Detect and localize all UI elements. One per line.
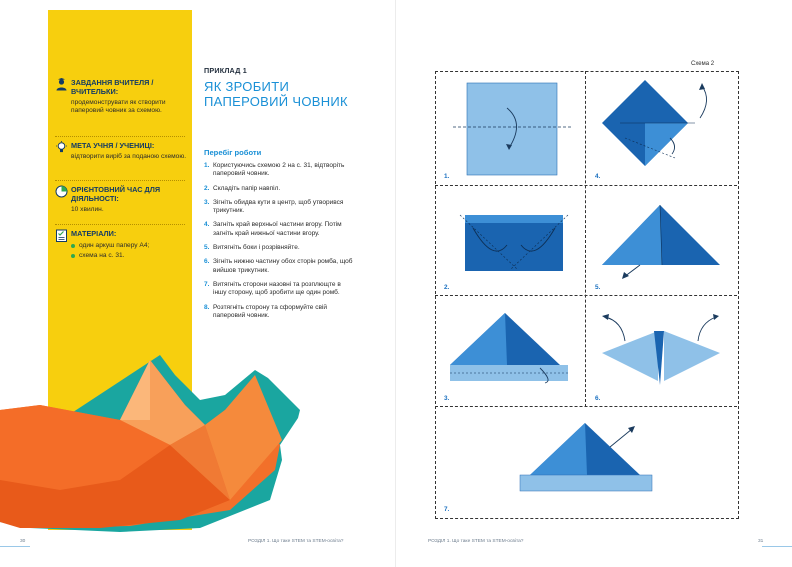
list-item: 7. Витягніть сторони назовні та розплющте в іншу сторону, щоб зробити ще один ромб. [204,280,341,297]
time-text: 10 хвилин. [71,206,104,213]
list-item: 6. Зігніть нижню частину обох сторін ромба, щоб вийшов трикутник. [204,258,353,274]
teacher-task-text: продемонструвати як створити паперовий човник за схемою. [71,99,166,115]
grid-divider [435,185,737,186]
step-label: 1. [444,173,450,180]
list-item: 1. Користуючись схемою 2 на с. 31, відтворіть паперовий човник. [204,162,345,178]
teacher-icon [55,78,68,91]
step-label: 4. [595,173,601,180]
step-label: 7. [444,506,450,513]
list-item: 4. Загніть край верхньої частини вгору. Потім загніть край нижньої частини вгору. [204,221,342,237]
grid-divider [435,406,737,407]
step-7-diagram [510,415,670,505]
step-2-diagram [445,193,575,285]
lightbulb-icon [55,141,68,154]
paper-boat-illustration [0,350,300,535]
materials-list [71,241,187,261]
footer-rule [762,546,792,547]
teacher-task-section [55,78,187,116]
step-label: 6. [595,395,601,402]
time-section [55,185,187,214]
step-1-diagram [445,78,575,178]
student-goal-title: МЕТА УЧНЯ / УЧЕНИЦІ: [71,141,155,150]
footer-rule [0,546,30,547]
example-title: ЯК ЗРОБИТИ ПАПЕРОВИЙ ЧОВНИК [204,79,348,109]
teacher-task-title: ЗАВДАННЯ ВЧИТЕЛЯ / ВЧИТЕЛЬКИ: [71,78,154,96]
grid-divider [585,71,586,407]
clock-icon [55,185,68,198]
list-item: схема на с. 31. [71,251,187,261]
time-title: ОРІЄНТОВНИЙ ЧАС ДЛЯ ДІЯЛЬНОСТІ: [71,185,161,203]
divider [55,136,185,137]
step-5-diagram [600,193,725,285]
footer-section: РОЗДІЛ 1. Що таке STEM та STEM-освіта? [428,539,524,544]
step-4-diagram [600,78,725,178]
list-item: 8. Розтягніть сторону та сформуйте свій паперовий човник. [204,303,327,319]
steps-list [204,162,356,326]
step-label: 3. [444,395,450,402]
list-item: один аркуш паперу А4; [71,241,187,251]
student-goal-text: відтворити виріб за поданою схемою. [71,153,187,160]
steps-heading: Перебіг роботи [204,148,262,157]
footer-section: РОЗДІЛ 1. Що таке STEM та STEM-освіта? [248,539,344,544]
list-item: 3. Зігніть обидва кути в центр, щоб утворився трикутник. [204,198,344,215]
grid-divider [435,295,737,296]
divider [55,224,185,225]
materials-title: МАТЕРІАЛИ: [71,229,117,238]
step-label: 5. [595,284,601,291]
list-item: 2. Складіть папір навпіл. [204,184,281,192]
step-6-diagram [600,303,725,395]
checklist-icon [55,229,68,242]
list-item: 5. Витягніть боки і розрівняйте. [204,244,300,252]
student-goal-section [55,141,187,161]
materials-section [55,229,187,261]
divider [55,180,185,181]
step-3-diagram [445,303,575,395]
page-number: 30 [20,539,26,544]
page-number: 31 [758,539,764,544]
step-label: 2. [444,284,450,291]
example-label: ПРИКЛАД 1 [204,66,247,75]
schema-title: Схема 2 [691,61,715,67]
